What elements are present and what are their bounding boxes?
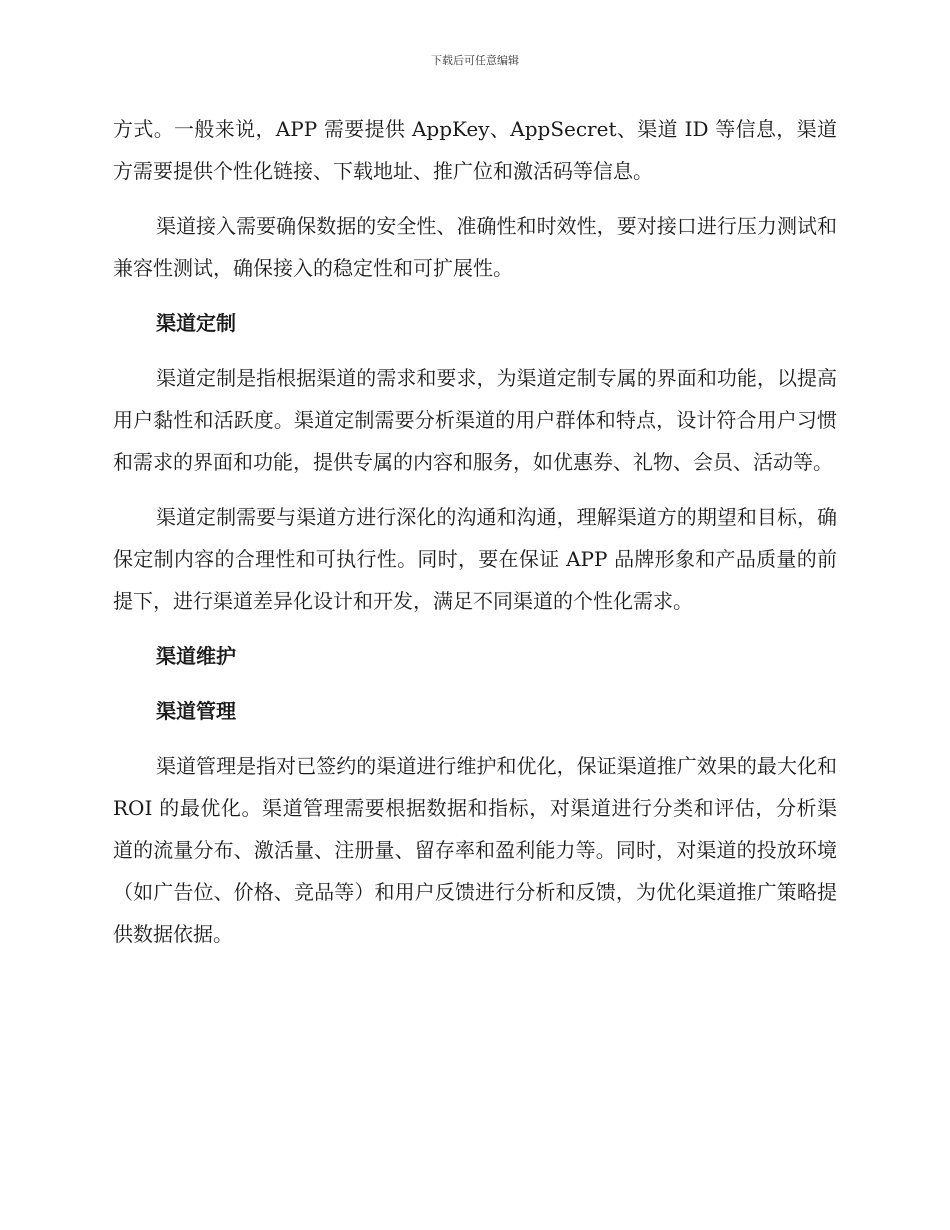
paragraph-channel-integration: 渠道接入需要确保数据的安全性、准确性和时效性，要对接口进行压力测试和兼容性测试，确保接入的稳定性和可扩展性。 bbox=[113, 214, 837, 280]
heading-channel-customization: 渠道定制 bbox=[156, 311, 236, 335]
paragraph-management-definition: 渠道管理是指对已签约的渠道进行维护和优化，保证渠道推广效果的最大化和 ROI 的最优化。渠道管理需要根据数据和指标，对渠道进行分类和评估，分析渠道的流量分布、激活量、注册量、留存率和盈利能力等。同时，对渠道的投放环境（如广告位、价格、竞品等）和用户反馈进行分析和反馈，为优化渠道推广策略提供数据依据。 bbox=[113, 754, 837, 946]
paragraph-customization-definition: 渠道定制是指根据渠道的需求和要求，为渠道定制专属的界面和功能，以提高用户黏性和活跃度。渠道定制需要分析渠道的用户群体和特点，设计符合用户习惯和需求的界面和功能，提供专属的内容和服务，如优惠券、礼物、会员、活动等。 bbox=[113, 366, 837, 474]
paragraph-continuation: 方式。一般来说，APP 需要提供 AppKey、AppSecret、渠道 ID 等信息，渠道方需要提供个性化链接、下载地址、推广位和激活码等信息。 bbox=[113, 117, 837, 183]
page-header: 下载后可任意编辑 bbox=[431, 54, 519, 67]
heading-channel-management: 渠道管理 bbox=[156, 699, 236, 723]
document-body bbox=[113, 108, 837, 968]
heading-channel-maintenance: 渠道维护 bbox=[156, 644, 236, 668]
paragraph-customization-communication: 渠道定制需要与渠道方进行深化的沟通和沟通，理解渠道方的期望和目标，确保定制内容的合理性和可执行性。同时，要在保证 APP 品牌形象和产品质量的前提下，进行渠道差异化设计和开发，满足不同渠道的个性化需求。 bbox=[113, 505, 837, 613]
